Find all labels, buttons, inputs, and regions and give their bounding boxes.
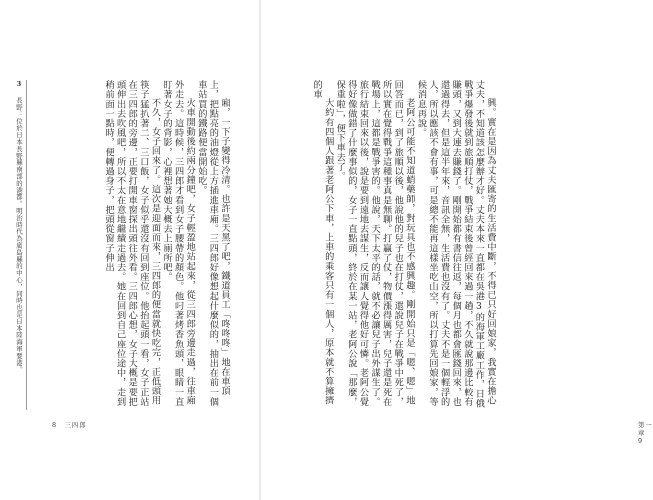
paragraph: 火車開動後約兩分鐘吧，女子輕盈地站起來，從三四郎旁邊走過，往車廂外走去。這時候，三四郎才看到女子腰帶的顏色。他叼著烤香魚頭，眼睛一直盯著女子的背影，心裡想著她大概去上廁所吧。	[161, 80, 196, 407]
footnote-divider	[26, 80, 27, 410]
paragraph: 大約有四個人跟著老阿公下車，上車的乘客只有一個人，原本就不算擁擠的車	[311, 80, 334, 406]
footnote-text: 長野：位於日本長野縣南部的港都。明治時代為廣島縣的中心，同時也是日本陸海軍要港。	[15, 97, 23, 373]
right-page-folio: 第一章 9	[638, 421, 653, 445]
left-page-body	[30, 80, 230, 412]
paragraph: 不久，女子回來了。這次是迎面而來，三四郎的便當就快吃完，正低頭用筷子猛扒著二、三口飯，女子似乎還沒有回到座位。他抬起頭一看，女子正站在三四郎的旁邊，正要打開車窗探出頭往外看。三四郎心想，女子大概是要把頭伸出去吹風吧，所以不太在意地繼續走過去。她在回到自己座位途中，走到稍前面一點時，便轉過身子，把頭從窗子伸出	[103, 80, 161, 407]
footnote	[7, 80, 23, 412]
paragraph: 興。實在是因為丈夫匯寄的生活費中斷，不得已只好回娘家，我實在擔心丈夫，不知道該怎麼辦才好。丈夫本來一直都在吳港3的海軍工廠工作，日俄戰爭爆發後就到旅順打仗，戰爭結束後曾經回來過一趟，不久就說那邊比較有賺頭，又到大連去賺錢了。剛開始都有書信往返，每個月也都會匯錢回來，也還過得去，但是這半年來，音訊全無，生活費也沒有了。丈夫不是一個輕浮的人，所以應該不會有事，可是總不能再這樣坐吃山空，所以打算先回娘家，等候消息再說。	[415, 80, 496, 409]
left-page-folio: 8 三四郎	[52, 421, 87, 429]
paragraph: 老阿公可能不知道蛸藥師，對玩具也不感興趣。剛開始只是「嗯、嗯」地回答而已，到了旅順以後，他說他的兒子也在打仗，還說兒子在戰爭中死了，所以實在覺得戰爭這種事真是無聊。打贏了仗，物價漲得厲害，兒子還是死在戰場上，這都是戰爭害的。他說，天下太平的話，就不必讓兒子出外謀生了。旅行結束回來以後，說是要到遠地去謀生，反而讓人覺得他好可憐。老阿公覺得好像做錯了什麼事似的，女子一直點頭，終於在某一站，老阿公說「那麼，保重啦」，便下車去了。	[334, 80, 415, 407]
paragraph: 廂，一下子變得冷清。也許是天黑了吧，鐵道員工「咚咚咚」地在車頂上，把點亮的油燈從上方插進車廂。三四郎好像想起什麼似的，抽出在前一個車站買的鐵路便當開始吃。	[195, 80, 230, 407]
footnote-number: 3	[15, 80, 23, 89]
left-page	[0, 0, 260, 500]
right-page	[260, 0, 653, 500]
right-page-body	[284, 80, 496, 412]
